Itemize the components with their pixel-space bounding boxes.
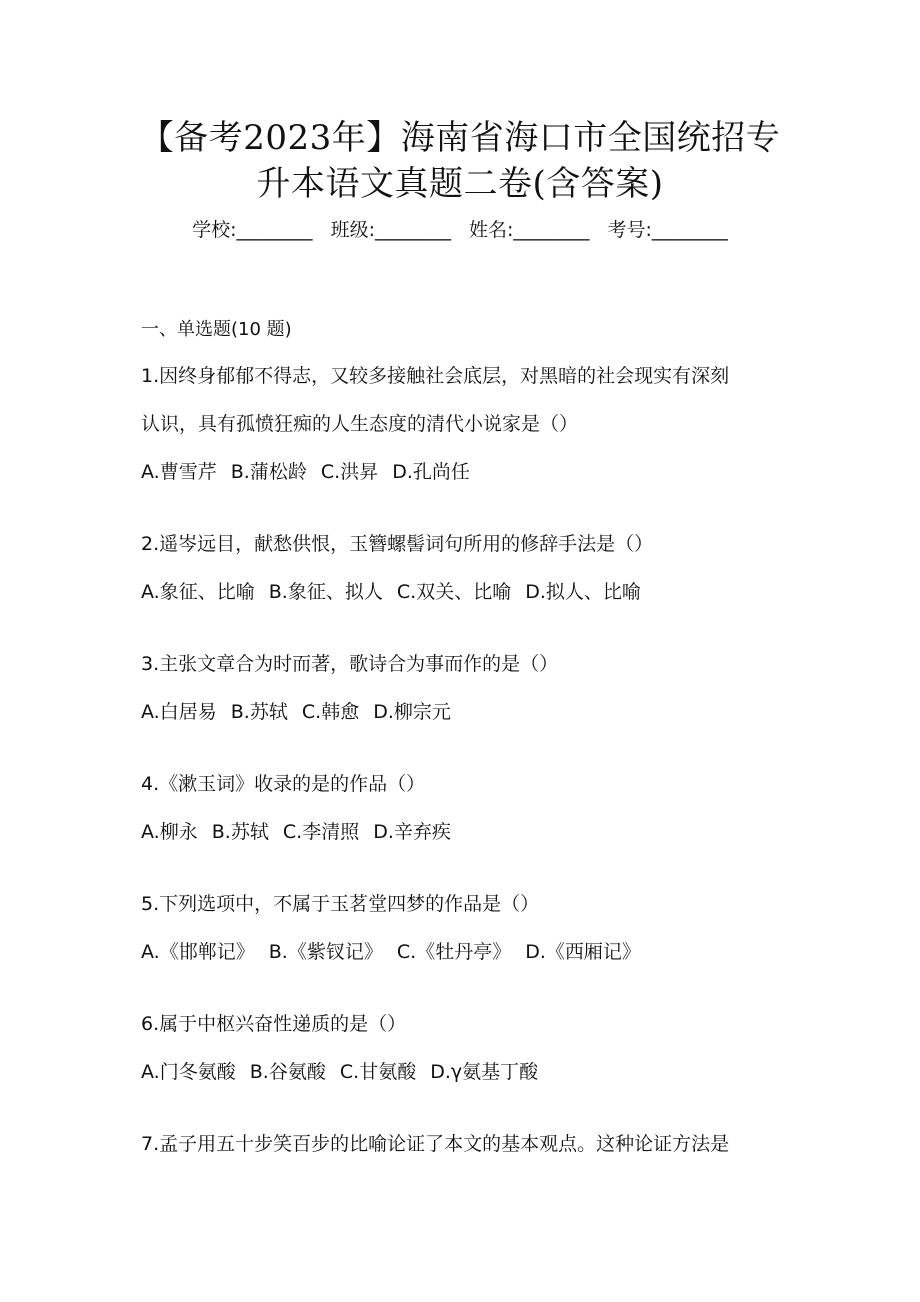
question-2-options [141,578,649,606]
option-c: C.《牡丹亭》 [396,941,512,963]
option-a: A.柳永 [141,821,198,843]
option-c: C.李清照 [282,821,360,843]
option-c: C.双关、比喻 [396,581,512,603]
option-b: B.《紫钗记》 [268,941,383,963]
section-heading: 一、单选题(10 题) [141,319,292,340]
question-4-text: 4.《漱玉词》收录的是的作品（） [141,773,426,795]
option-a: A.《邯郸记》 [141,941,255,963]
question-1-text-line-1: 1.因终身郁郁不得志，又较多接触社会底层，对黑暗的社会现实有深刻 [141,365,730,387]
exam-number-field: 考号:________ [607,219,728,241]
question-3-options [141,698,459,726]
option-d: D.孔尚任 [392,461,470,483]
option-d: D.《西厢记》 [525,941,641,963]
question-2-text: 2.遥岑远目，献愁供恨，玉簪螺髻词句所用的修辞手法是（） [141,533,654,555]
option-b: B.象征、拟人 [268,581,383,603]
option-b: B.蒲松龄 [230,461,307,483]
option-c: C.甘氨酸 [339,1061,417,1083]
question-6-options [141,1058,546,1086]
option-a: A.门冬氨酸 [141,1061,236,1083]
school-field: 学校:________ [192,219,313,241]
class-field: 班级:________ [330,219,451,241]
document-title-line-2: 升本语文真题二卷(含答案) [256,164,664,204]
option-c: C.韩愈 [301,701,360,723]
student-info-row [0,216,920,244]
question-5-text: 5.下列选项中，不属于玉茗堂四梦的作品是（） [141,893,540,915]
option-d: D.柳宗元 [373,701,451,723]
question-6-text: 6.属于中枢兴奋性递质的是（） [141,1013,407,1035]
option-d: D.辛弃疾 [373,821,451,843]
question-3-text: 3.主张文章合为时而著，歌诗合为事而作的是（） [141,653,559,675]
question-4-options [141,818,459,846]
option-a: A.曹雪芹 [141,461,217,483]
option-a: A.白居易 [141,701,217,723]
option-d: D.γ氨基丁酸 [430,1061,539,1083]
option-b: B.苏轼 [230,701,288,723]
question-5-options [141,938,649,966]
question-1-options [141,458,478,486]
option-b: B.苏轼 [211,821,269,843]
document-title-line-1: 【备考2023年】海南省海口市全国统招专 [139,118,781,158]
option-b: B.谷氨酸 [249,1061,326,1083]
option-a: A.象征、比喻 [141,581,255,603]
question-7-text: 7.孟子用五十步笑百步的比喻论证了本文的基本观点。这种论证方法是 [141,1133,730,1155]
option-d: D.拟人、比喻 [525,581,641,603]
option-c: C.洪昇 [320,461,379,483]
name-field: 姓名:________ [469,219,590,241]
question-1-text-line-2: 认识，具有孤愤狂痴的人生态度的清代小说家是（） [141,413,579,435]
